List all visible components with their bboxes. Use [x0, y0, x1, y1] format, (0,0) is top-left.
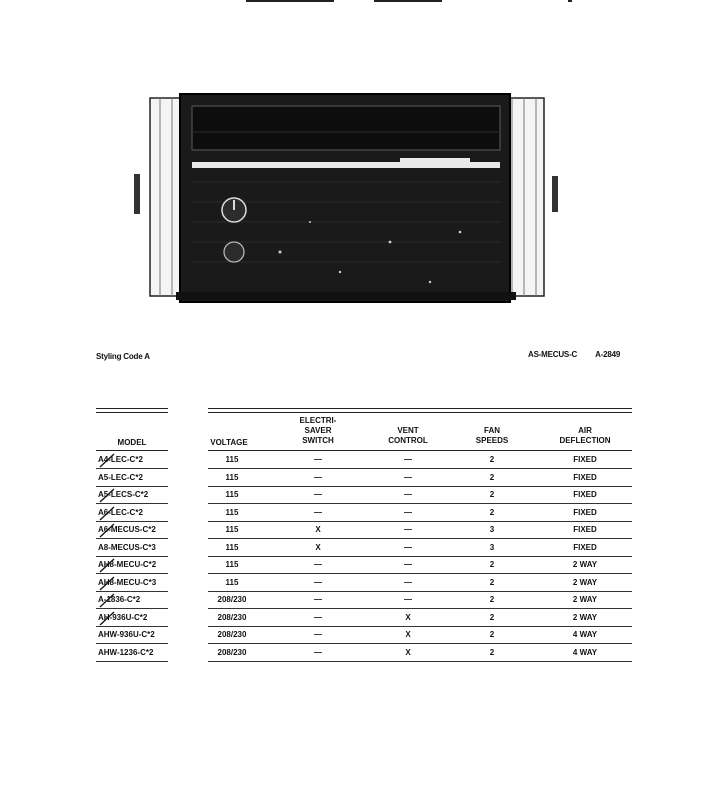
model-cell: A4-LEC-C*2: [98, 455, 143, 464]
header-air-line-2: DEFLECTION: [559, 436, 611, 445]
fan-speeds-cell: 2: [489, 647, 495, 657]
model-cell: AH8-MECU-C*3: [98, 577, 157, 587]
vent-control-cell: —: [404, 507, 412, 517]
vent-control-cell: —: [404, 490, 412, 499]
table-row: [96, 627, 632, 644]
header-vent-line-1: VENT: [397, 426, 419, 435]
handwritten-strike-mark: [98, 593, 116, 608]
header-switch-line-1: ELECTRI-: [299, 416, 337, 425]
electri-saver-switch-cell: —: [314, 507, 322, 517]
caption-model: AS-MECUS-C: [528, 350, 578, 359]
table-row: [96, 645, 632, 662]
electri-saver-switch-cell: —: [314, 455, 322, 464]
fan-speeds-cell: 2: [489, 595, 495, 604]
handwritten-strike-mark: [98, 558, 116, 573]
vent-control-cell: —: [404, 455, 412, 464]
header-fan-line-1: FAN: [484, 426, 500, 435]
header-model: MODEL: [117, 438, 147, 447]
air-conditioner-photo: [130, 92, 560, 304]
model-cell: A6-MECUS-C*2: [98, 525, 156, 534]
table-row: [96, 487, 632, 504]
electri-saver-switch-cell: X: [315, 525, 321, 534]
photo-reference-caption: [528, 350, 620, 359]
model-cell: A6-LEC-C*2: [98, 507, 143, 517]
header-fan-speeds: [458, 426, 526, 446]
vent-control-cell: —: [404, 542, 412, 552]
voltage-cell: 115: [225, 525, 239, 534]
air-deflection-cell: 2 WAY: [572, 577, 598, 587]
fan-speeds-cell: 2: [489, 507, 495, 517]
header-bottom-rule: [208, 450, 632, 451]
vent-control-cell: —: [404, 560, 412, 569]
model-cell: AHW-936U-C*2: [98, 630, 155, 639]
voltage-cell: 115: [225, 560, 239, 569]
electri-saver-switch-cell: —: [314, 612, 322, 622]
top-rule-left: [246, 0, 334, 2]
vent-control-cell: —: [404, 525, 412, 534]
model-column-top-rule: [96, 408, 168, 409]
table-row: [96, 470, 632, 487]
model-cell: AH-936U-C*2: [98, 612, 148, 622]
model-cell: AH8-MECU-C*2: [98, 560, 157, 569]
vent-control-cell: X: [405, 647, 411, 657]
vent-control-cell: —: [404, 595, 412, 604]
handwritten-strike-mark: [98, 453, 116, 468]
vent-control-cell: X: [405, 612, 411, 622]
fan-speeds-cell: 2: [489, 472, 495, 482]
vent-control-cell: —: [404, 472, 412, 482]
fan-speeds-cell: 3: [489, 525, 495, 534]
voltage-cell: 208/230: [217, 630, 247, 639]
row-rule-model: [96, 661, 168, 662]
voltage-cell: 115: [225, 577, 239, 587]
fan-speeds-cell: 2: [489, 560, 495, 569]
model-cell: AHW-1236-C*2: [98, 647, 154, 657]
header-switch-line-2: SAVER: [304, 426, 332, 435]
voltage-cell: 115: [225, 455, 239, 464]
air-deflection-cell: FIXED: [573, 542, 597, 552]
model-cell: A5-LEC-C*2: [98, 472, 143, 482]
fan-speeds-cell: 3: [489, 542, 495, 552]
handwritten-strike-mark: [98, 611, 116, 626]
table-row: [96, 540, 632, 557]
table-top-rule: [208, 408, 632, 409]
voltage-cell: 115: [225, 490, 239, 499]
header-electri-saver-switch: [284, 416, 352, 446]
handwritten-strike-mark: [98, 506, 116, 521]
header-vent-control: [374, 426, 442, 446]
air-deflection-cell: 2 WAY: [572, 560, 598, 569]
air-deflection-cell: 2 WAY: [572, 595, 598, 604]
table-body: [96, 452, 632, 662]
electri-saver-switch-cell: —: [314, 630, 322, 639]
model-cell: A5-LECS-C*2: [98, 490, 149, 499]
air-deflection-cell: 4 WAY: [572, 630, 598, 639]
air-deflection-cell: FIXED: [573, 472, 597, 482]
header-bottom-rule-model: [96, 450, 168, 451]
table-top-rule-2: [208, 412, 632, 413]
table-row: [96, 575, 632, 592]
styling-code-caption: Styling Code A: [96, 352, 150, 361]
air-deflection-cell: FIXED: [573, 525, 597, 534]
vent-control-cell: —: [404, 577, 412, 587]
fan-speeds-cell: 2: [489, 577, 495, 587]
row-rule: [208, 661, 632, 662]
vent-control-cell: X: [405, 630, 411, 639]
voltage-cell: 115: [225, 542, 239, 552]
table-row: [96, 452, 632, 469]
fan-speeds-cell: 2: [489, 612, 495, 622]
air-deflection-cell: 2 WAY: [572, 612, 598, 622]
header-voltage: VOLTAGE: [210, 438, 248, 447]
voltage-cell: 115: [225, 507, 239, 517]
table-row: [96, 505, 632, 522]
fan-speeds-cell: 2: [489, 630, 495, 639]
air-conditioner-illustration: [130, 92, 560, 304]
electri-saver-switch-cell: X: [315, 542, 321, 552]
table-row: [96, 610, 632, 627]
electri-saver-switch-cell: —: [314, 647, 322, 657]
top-rule-right: [374, 0, 442, 2]
header-air-line-1: AIR: [578, 426, 592, 435]
handwritten-strike-mark: [98, 488, 116, 503]
electri-saver-switch-cell: —: [314, 472, 322, 482]
voltage-cell: 115: [225, 472, 239, 482]
air-deflection-cell: FIXED: [573, 455, 597, 464]
model-column-top-rule-2: [96, 412, 168, 413]
model-cell: A-1836-C*2: [98, 595, 141, 604]
voltage-cell: 208/230: [217, 595, 247, 604]
air-deflection-cell: FIXED: [573, 507, 597, 517]
header-air-deflection: [548, 426, 622, 446]
fan-speeds-cell: 2: [489, 490, 495, 499]
voltage-cell: 208/230: [217, 647, 247, 657]
electri-saver-switch-cell: —: [314, 560, 322, 569]
electri-saver-switch-cell: —: [314, 595, 322, 604]
handwritten-strike-mark: [98, 523, 116, 538]
caption-figure-number: A-2849: [595, 350, 621, 359]
electri-saver-switch-cell: —: [314, 490, 322, 499]
top-rule-mark: [568, 0, 572, 2]
header-vent-line-2: CONTROL: [388, 436, 428, 445]
table-row: [96, 522, 632, 539]
fan-speeds-cell: 2: [489, 455, 495, 464]
model-cell: A8-MECUS-C*3: [98, 542, 156, 552]
air-deflection-cell: FIXED: [573, 490, 597, 499]
voltage-cell: 208/230: [217, 612, 247, 622]
table-row: [96, 592, 632, 609]
air-deflection-cell: 4 WAY: [572, 647, 598, 657]
header-switch-line-3: SWITCH: [302, 436, 334, 445]
table-row: [96, 557, 632, 574]
header-fan-line-2: SPEEDS: [475, 436, 509, 445]
handwritten-strike-mark: [98, 576, 116, 591]
electri-saver-switch-cell: —: [314, 577, 322, 587]
